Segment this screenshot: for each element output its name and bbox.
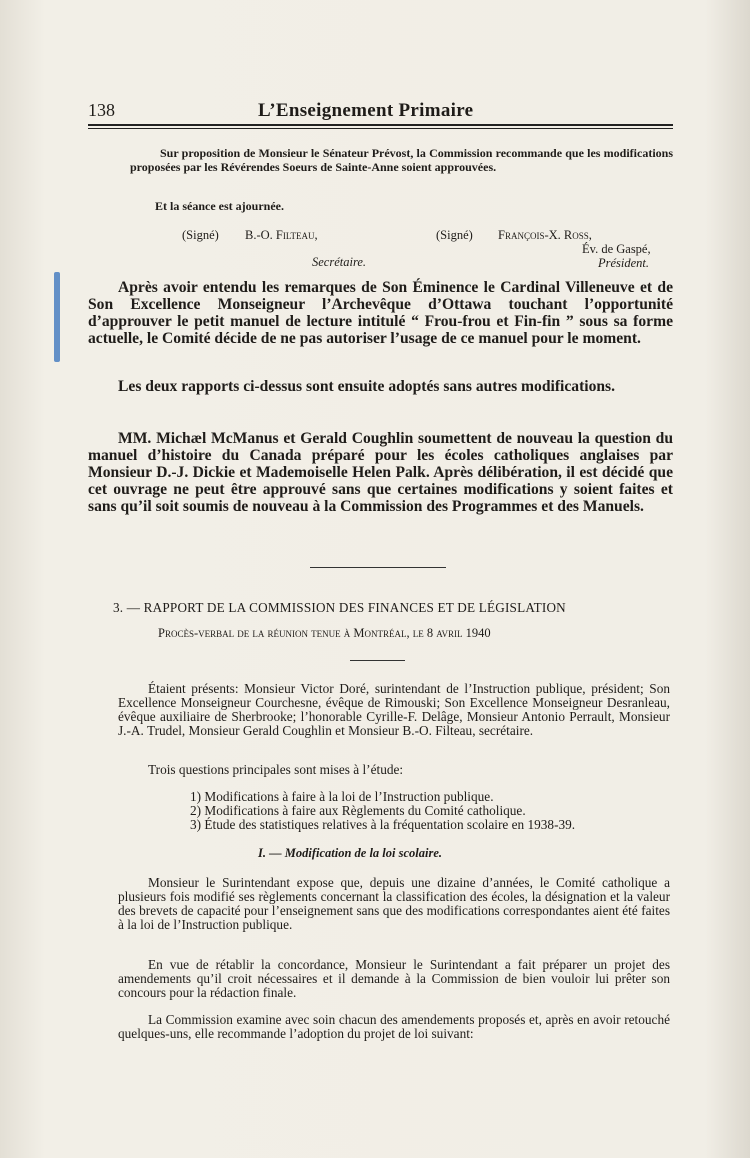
signature-left-role: Secrétaire. [312, 255, 367, 269]
signature-right-title: Év. de Gaspé, [582, 242, 651, 256]
paragraph-history-manual: MM. Michæl McManus et Gerald Coughlin soumettent de nouveau la question du manuel d’histoire du Canada préparé pour les écoles catholiques anglaises par Monsieur D.-J. Dickie et Mademoiselle Helen Palk. Après délibération, il est décidé que cet ouvrage ne peut être approuvé sans que certaines modifications y soient faites et sans qu’il soit soumis de nouveau à la Commission des Programmes et des Manuels. [88, 430, 673, 515]
signature-left-signe: (Signé) [182, 228, 219, 242]
subheading-modification: I. — Modification de la loi scolaire. [258, 846, 443, 860]
paragraph-three-questions: Trois questions principales sont mises à l’étude: [148, 762, 404, 777]
paragraph-frou-frou: Après avoir entendu les remarques de Son Éminence le Cardinal Villeneuve et de Son Excellence Monseigneur l’Archevêque d’Ottawa touchant l’opportunité d’approuver le petit manuel de lecture intitulé “ Frou-frou et Fin-fin ” sous sa forme actuelle, le Comité décide de ne pas autoriser l’usage de ce manuel pour le moment. [88, 279, 673, 347]
paragraph-concordance: En vue de rétablir la concordance, Monsieur le Surintendant a fait préparer un projet des amendements qu’il croit nécessaires et il demande à la Commission de bien vouloir lui prêter son concours pour la rédaction finale. [118, 957, 670, 1000]
running-title: L’Enseignement Primaire [258, 100, 474, 121]
signature-right-name: François-X. Ross, [498, 228, 592, 242]
page-number: 138 [88, 100, 115, 120]
blue-pencil-mark [54, 272, 60, 362]
section-title: 3. — RAPPORT DE LA COMMISSION DES FINANCES ET DE LÉGISLATION [113, 600, 566, 615]
paragraph-reports-adopted: Les deux rapports ci-dessus sont ensuite adoptés sans autres modifications. [118, 378, 616, 395]
signature-left-name: B.-O. Filteau, [245, 228, 318, 242]
list-item: 2) Modifications à faire aux Règlements du Comité catholique. [190, 803, 526, 818]
proces-verbal-heading: Procès-verbal de la réunion tenue à Montréal, le 8 avril 1940 [158, 626, 491, 640]
proces-verbal-rule [350, 660, 405, 661]
signature-right-role: Président. [598, 256, 650, 270]
header-rule-thick [88, 124, 673, 126]
list-item: 3) Étude des statistiques relatives à la fréquentation scolaire en 1938-39. [190, 817, 576, 832]
header-rule-thin [88, 128, 673, 129]
section-divider [310, 567, 446, 568]
signature-right-signe: (Signé) [436, 228, 473, 242]
questions-list [190, 790, 680, 832]
paragraph-surintendant: Monsieur le Surintendant expose que, depuis une dizaine d’années, le Comité catholique a plusieurs fois modifié ses règlements concernant la classification des écoles, la désignation et la valeur des brevets de capacité pour l’enseignement sans que des modifications correspondantes aient été faites à la loi de l’Instruction publique. [118, 875, 670, 932]
page-header [88, 97, 673, 127]
paragraph-present: Étaient présents: Monsieur Victor Doré, surintendant de l’Instruction publique, président; Son Excellence Monseigneur Courchesne, évêque de Rimouski; Son Excellence Monseigneur Desranleau, évêque auxiliaire de Sherbrooke; l’honorable Cyrille-F. Delâge, Monsieur Antonio Perrault, Monsieur J.-A. Trudel, Monsieur Gerald Coughlin et Monsieur B.-O. Filteau, secrétaire. [118, 681, 670, 738]
list-item: 1) Modifications à faire à la loi de l’Instruction publique. [190, 789, 494, 804]
paragraph-adjourned: Et la séance est ajournée. [155, 199, 284, 213]
paragraph-commission-examine: La Commission examine avec soin chacun des amendements proposés et, après en avoir retouché quelques-uns, elle recommande l’adoption du projet de loi suivant: [118, 1012, 670, 1041]
paragraph-proposition: Sur proposition de Monsieur le Sénateur Prévost, la Commission recommande que les modifications proposées par les Révérendes Soeurs de Sainte-Anne soient approuvées. [130, 146, 673, 174]
